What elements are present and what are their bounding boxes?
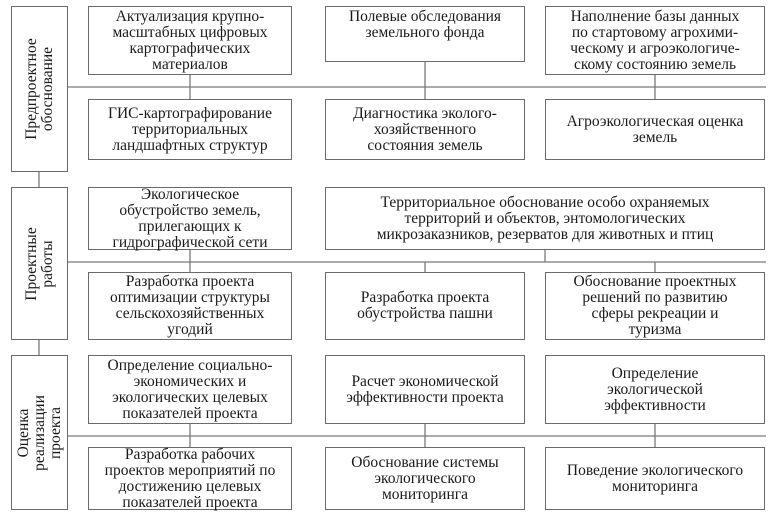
box-target-indicators: Определение социально- экономических и экологических целевых показателей проекта xyxy=(88,355,292,424)
box-economic-efficiency: Расчет экономической эффективности проекта xyxy=(325,355,525,424)
box-land-structure-optimization: Разработка проекта оптимизации структуры сельскохозяйственных угодий xyxy=(88,272,292,340)
box-ecological-land-arrangement: Экологическое обустройство земель, прилегающих к гидрографической сети xyxy=(88,187,292,250)
box-recreation-tourism: Обоснование проектных решений по развитию сферы рекреации и туризма xyxy=(545,272,765,340)
box-ecological-monitoring: Поведение экологического мониторинга xyxy=(545,447,765,510)
box-gis-mapping: ГИС-картографирование территориальных ландшафтных структур xyxy=(88,99,292,160)
box-land-diagnostics: Диагностика эколого- хозяйственного состояния земель xyxy=(325,99,525,160)
box-field-surveys: Полевые обследования земельного фонда xyxy=(325,6,525,62)
stage-box-evaluation xyxy=(11,355,68,510)
box-agroecological-assessment: Агроэкологическая оценка земель xyxy=(545,99,765,160)
stage-label: Оценка реализации проекта xyxy=(14,394,64,471)
box-monitoring-system: Обоснование системы экологического мониторинга xyxy=(325,447,525,510)
stage-box-pre-project xyxy=(11,6,68,172)
box-database-filling: Наполнение базы данных по стартовому агрохими- ческому и агроэкологиче- скому состоянию земель xyxy=(545,6,765,75)
box-working-projects: Разработка рабочих проектов мероприятий по достижению целевых показателей проекта xyxy=(88,447,292,510)
box-ecological-efficiency: Определение экологической эффективности xyxy=(545,355,765,424)
box-arable-land-project: Разработка проекта обустройства пашни xyxy=(325,272,525,340)
stage-label: Проектные работы xyxy=(22,226,56,301)
box-update-cartographic-materials: Актуализация крупно- масштабных цифровых картографических материалов xyxy=(88,6,292,75)
stage-box-design-work xyxy=(11,187,68,340)
box-protected-territories: Территориальное обоснование особо охраняемых территорий и объектов, энтомологических микрозаказников, резерватов для животных и птиц xyxy=(325,187,765,250)
stage-label: Предпроектное обоснование xyxy=(22,38,56,140)
